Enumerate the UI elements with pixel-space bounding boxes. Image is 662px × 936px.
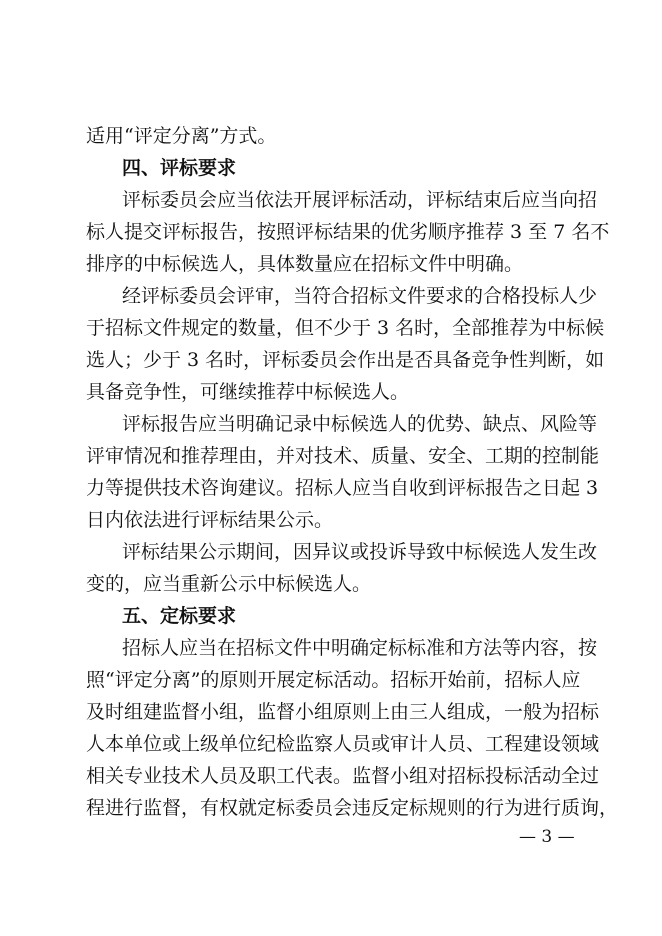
text-line: 评标报告应当明确记录中标候选人的优势、缺点、风险等 [122, 413, 598, 435]
text-line: 标人提交评标报告，按照评标结果的优劣顺序推荐 3 至 7 名不 [86, 221, 610, 243]
text-line: 招标人应当在招标文件中明确定标标准和方法等内容，按 [122, 637, 598, 659]
text-line: 评标委员会应当依法开展评标活动，评标结束后应当向招 [122, 189, 598, 211]
text-line: 日内依法进行评标结果公示。 [86, 509, 334, 531]
text-line: 相关专业技术人员及职工代表。监督小组对招标投标活动全过 [86, 765, 600, 787]
text-line: 照“评定分离”的原则开展定标活动。招标开始前，招标人应 [86, 669, 581, 691]
text-line: 评审情况和推荐理由，并对技术、质量、安全、工期的控制能 [86, 445, 600, 467]
text-line: 选人；少于 3 名时，评标委员会作出是否具备竞争性判断，如 [86, 349, 605, 371]
page-number: — 3 — [519, 827, 575, 847]
text-line: 适用“评定分离”方式。 [86, 125, 277, 147]
text-line: 力等提供技术咨询建议。招标人应当自收到评标报告之日起 3 [86, 477, 599, 499]
text-line: 变的，应当重新公示中标候选人。 [86, 573, 372, 595]
text-line: 程进行监督，有权就定标委员会违反定标规则的行为进行质询， [86, 797, 619, 819]
section-heading-4: 四、评标要求 [122, 157, 237, 179]
text-line: 评标结果公示期间，因异议或投诉导致中标候选人发生改 [122, 541, 598, 563]
text-line: 人本单位或上级单位纪检监察人员或审计人员、工程建设领域 [86, 733, 600, 755]
text-line: 及时组建监督小组，监督小组原则上由三人组成，一般为招标 [86, 701, 600, 723]
section-heading-5: 五、定标要求 [122, 605, 237, 627]
text-line: 经评标委员会评审，当符合招标文件要求的合格投标人少 [122, 285, 598, 307]
text-line: 具备竞争性，可继续推荐中标候选人。 [86, 381, 410, 403]
text-line: 排序的中标候选人，具体数量应在招标文件中明确。 [86, 253, 524, 275]
text-line: 于招标文件规定的数量，但不少于 3 名时，全部推荐为中标候 [86, 317, 605, 339]
